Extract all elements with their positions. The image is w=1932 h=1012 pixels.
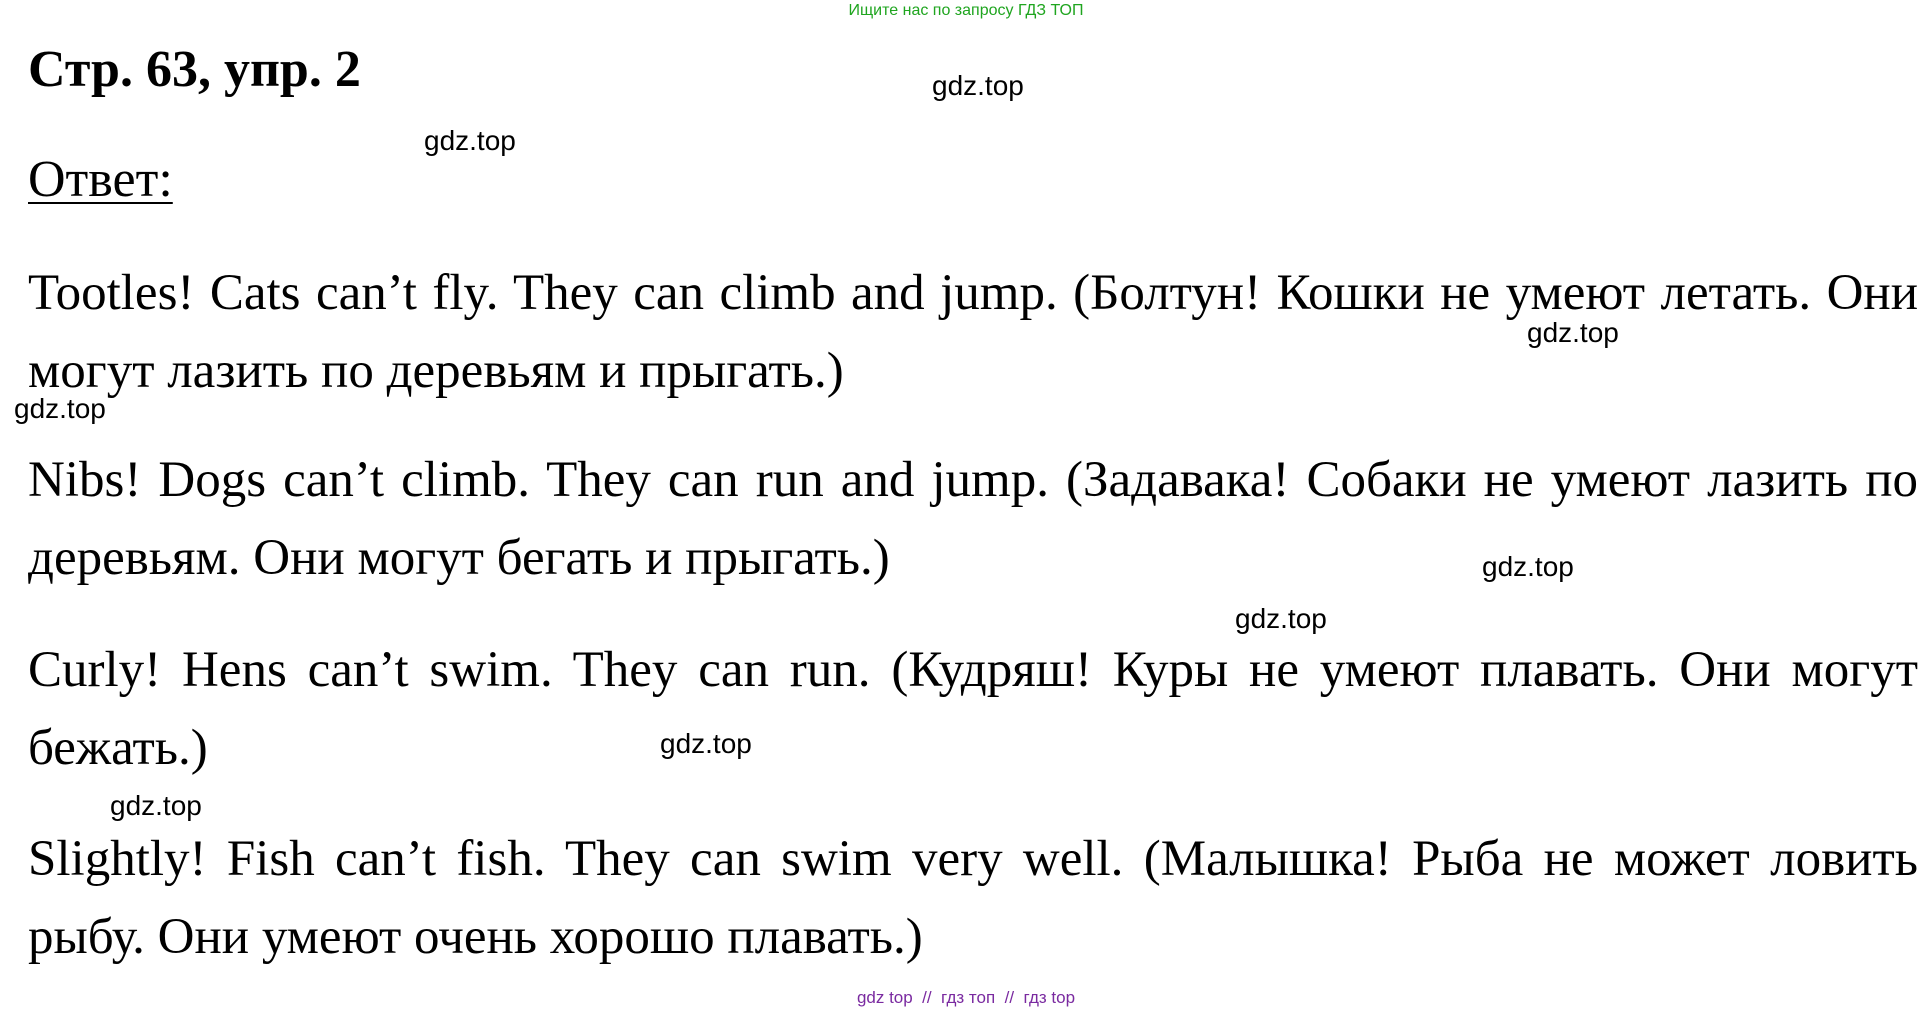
watermark: gdz.top bbox=[1482, 551, 1574, 582]
answer-paragraph-3: Curly! Hens can’t swim. They can run. (Кудряш! Куры не умеют плавать. Они могут бежать.) bbox=[28, 642, 1918, 776]
watermark: gdz.top bbox=[424, 125, 516, 156]
top-promo-note: Ищите нас по запросу ГДЗ ТОП bbox=[848, 2, 1084, 19]
page-title: Стр. 63, упр. 2 bbox=[28, 41, 361, 98]
answer-paragraph-4: Slightly! Fish can’t fish. They can swim very well. (Малышка! Рыба не может ловить рыбу. Они умеют очень хорошо плавать.) bbox=[28, 831, 1918, 965]
answer-paragraph-2: Nibs! Dogs can’t climb. They can run and jump. (Задавака! Собаки не умеют лазить по деревьям. Они могут бегать и прыгать.) bbox=[28, 452, 1918, 586]
watermark: gdz.top bbox=[1235, 603, 1327, 634]
watermark: gdz.top bbox=[660, 728, 752, 759]
watermark: gdz.top bbox=[1527, 317, 1619, 348]
watermark: gdz.top bbox=[14, 393, 106, 424]
watermark: gdz.top bbox=[110, 790, 202, 821]
answer-label: Ответ: bbox=[28, 151, 173, 208]
watermark: gdz.top bbox=[932, 70, 1024, 101]
bottom-promo-note: gdz top // гдз топ // гдз top bbox=[856, 988, 1076, 1007]
answer-paragraph-1: Tootles! Cats can’t fly. They can climb and jump. (Болтун! Кошки не умеют летать. Они могут лазить по деревьям и прыгать.) bbox=[28, 265, 1918, 399]
